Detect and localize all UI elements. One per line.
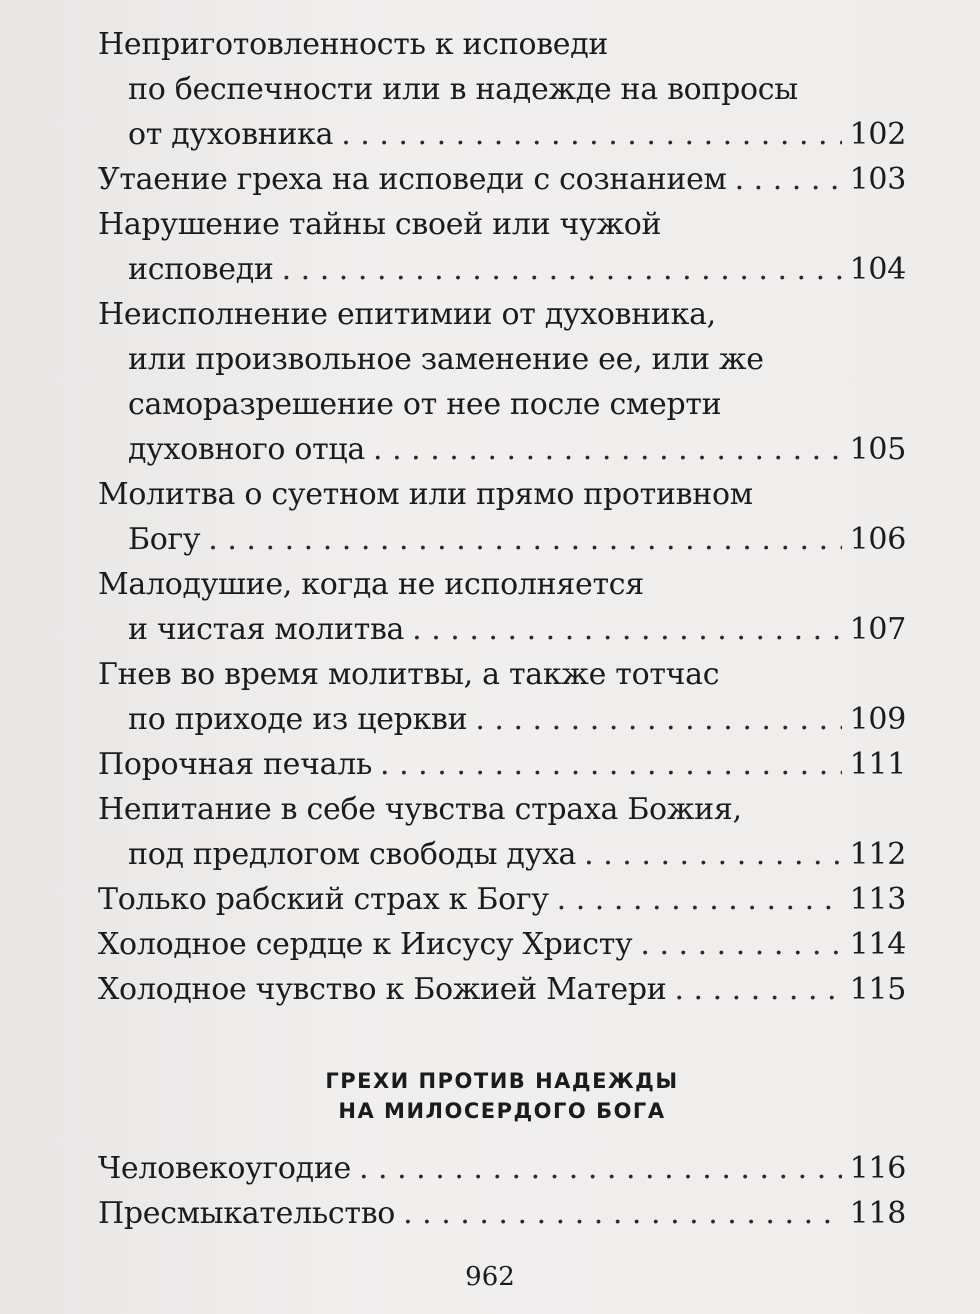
dot-leader: [380, 742, 842, 787]
toc-line: [98, 1146, 906, 1191]
toc-text: Холодное чувство к Божией Матери: [98, 972, 667, 1007]
toc-line: [98, 22, 906, 67]
dot-leader: [475, 697, 841, 742]
toc-text: саморазрешение от нее после смерти: [128, 387, 722, 422]
dot-leader: [735, 157, 842, 202]
toc-text: Богу: [128, 522, 201, 557]
toc-line: [98, 652, 906, 697]
dot-leader: [557, 877, 842, 922]
toc-line: [98, 427, 906, 472]
toc-line: [98, 337, 906, 382]
toc-text: духовного отца: [128, 432, 366, 467]
page-number: 102: [849, 117, 906, 152]
toc-line: [98, 157, 906, 202]
section-heading-line: НА МИЛОСЕРДОГО БОГА: [338, 1099, 666, 1123]
dot-leader: [412, 607, 841, 652]
toc-text: Холодное сердце к Иисусу Христу: [98, 927, 633, 962]
toc-line: [98, 202, 906, 247]
toc-line: [98, 112, 906, 157]
toc-line: [98, 247, 906, 292]
toc-text: исповеди: [128, 252, 274, 287]
page-number: 109: [849, 702, 906, 737]
toc-line: [98, 472, 906, 517]
page-number: 113: [849, 882, 906, 917]
toc-line: [98, 922, 906, 967]
toc-text: Молитва о суетном или прямо противном: [98, 477, 753, 512]
dot-leader: [373, 427, 842, 472]
toc-text: Неисполнение епитимии от духовника,: [98, 297, 716, 332]
toc-text: Малодушие, когда не исполняется: [98, 567, 644, 602]
toc-text: Пресмыкательство: [98, 1196, 396, 1231]
dot-leader: [640, 922, 841, 967]
page-number: 106: [849, 522, 906, 557]
toc-text: и чистая молитва: [128, 612, 405, 647]
toc-line: [98, 1191, 906, 1236]
page-number: 103: [849, 162, 906, 197]
toc-text: или произвольное заменение ее, или же: [128, 342, 764, 377]
page-number: 116: [849, 1151, 906, 1186]
page-footer-number: 962: [465, 1262, 515, 1292]
toc-line: [98, 742, 906, 787]
toc-line: [98, 517, 906, 562]
table-of-contents: [98, 22, 906, 1012]
page-number: 112: [849, 837, 906, 872]
page-number: 104: [849, 252, 906, 287]
toc-line: [98, 292, 906, 337]
toc-text: Утаение греха на исповеди с сознанием: [98, 162, 727, 197]
toc-line: [98, 832, 906, 877]
toc-text: Порочная печаль: [98, 747, 373, 782]
toc-text: Только рабский страх к Богу: [98, 882, 549, 917]
page-number: 107: [849, 612, 906, 647]
dot-leader: [403, 1191, 842, 1236]
toc-text: под предлогом свободы духа: [128, 837, 577, 872]
toc-text: Непитание в себе чувства страха Божия,: [98, 792, 742, 827]
toc-line: [98, 697, 906, 742]
toc-text: Гнев во время молитвы, а также тотчас: [98, 657, 720, 692]
page-number: 114: [849, 927, 906, 962]
toc-text: от духовника: [128, 117, 334, 152]
toc-text: по приходе из церкви: [128, 702, 468, 737]
toc-line: [98, 607, 906, 652]
dot-leader: [341, 112, 841, 157]
section-heading-line: ГРЕХИ ПРОТИВ НАДЕЖДЫ: [325, 1069, 679, 1093]
toc-text: Нарушение тайны своей или чужой: [98, 207, 662, 242]
dot-leader: [208, 517, 841, 562]
dot-leader: [584, 832, 841, 877]
page-number: 115: [849, 972, 906, 1007]
toc-line: [98, 562, 906, 607]
page-number: 105: [849, 432, 906, 467]
toc-text: Человекоугодие: [98, 1151, 351, 1186]
toc-line: [98, 877, 906, 922]
dot-leader: [674, 967, 841, 1012]
page-number: 118: [849, 1196, 906, 1231]
page-number: 111: [849, 747, 906, 782]
toc-line: [98, 67, 906, 112]
dot-leader: [359, 1146, 842, 1191]
section-heading: [98, 1066, 906, 1126]
toc-line: [98, 967, 906, 1012]
toc-line: [98, 787, 906, 832]
dot-leader: [282, 247, 842, 292]
toc-text: Неприготовленность к исповеди: [98, 27, 609, 62]
toc-line: [98, 382, 906, 427]
table-of-contents-section: [98, 1146, 906, 1236]
toc-text: по беспечности или в надежде на вопросы: [128, 72, 798, 107]
